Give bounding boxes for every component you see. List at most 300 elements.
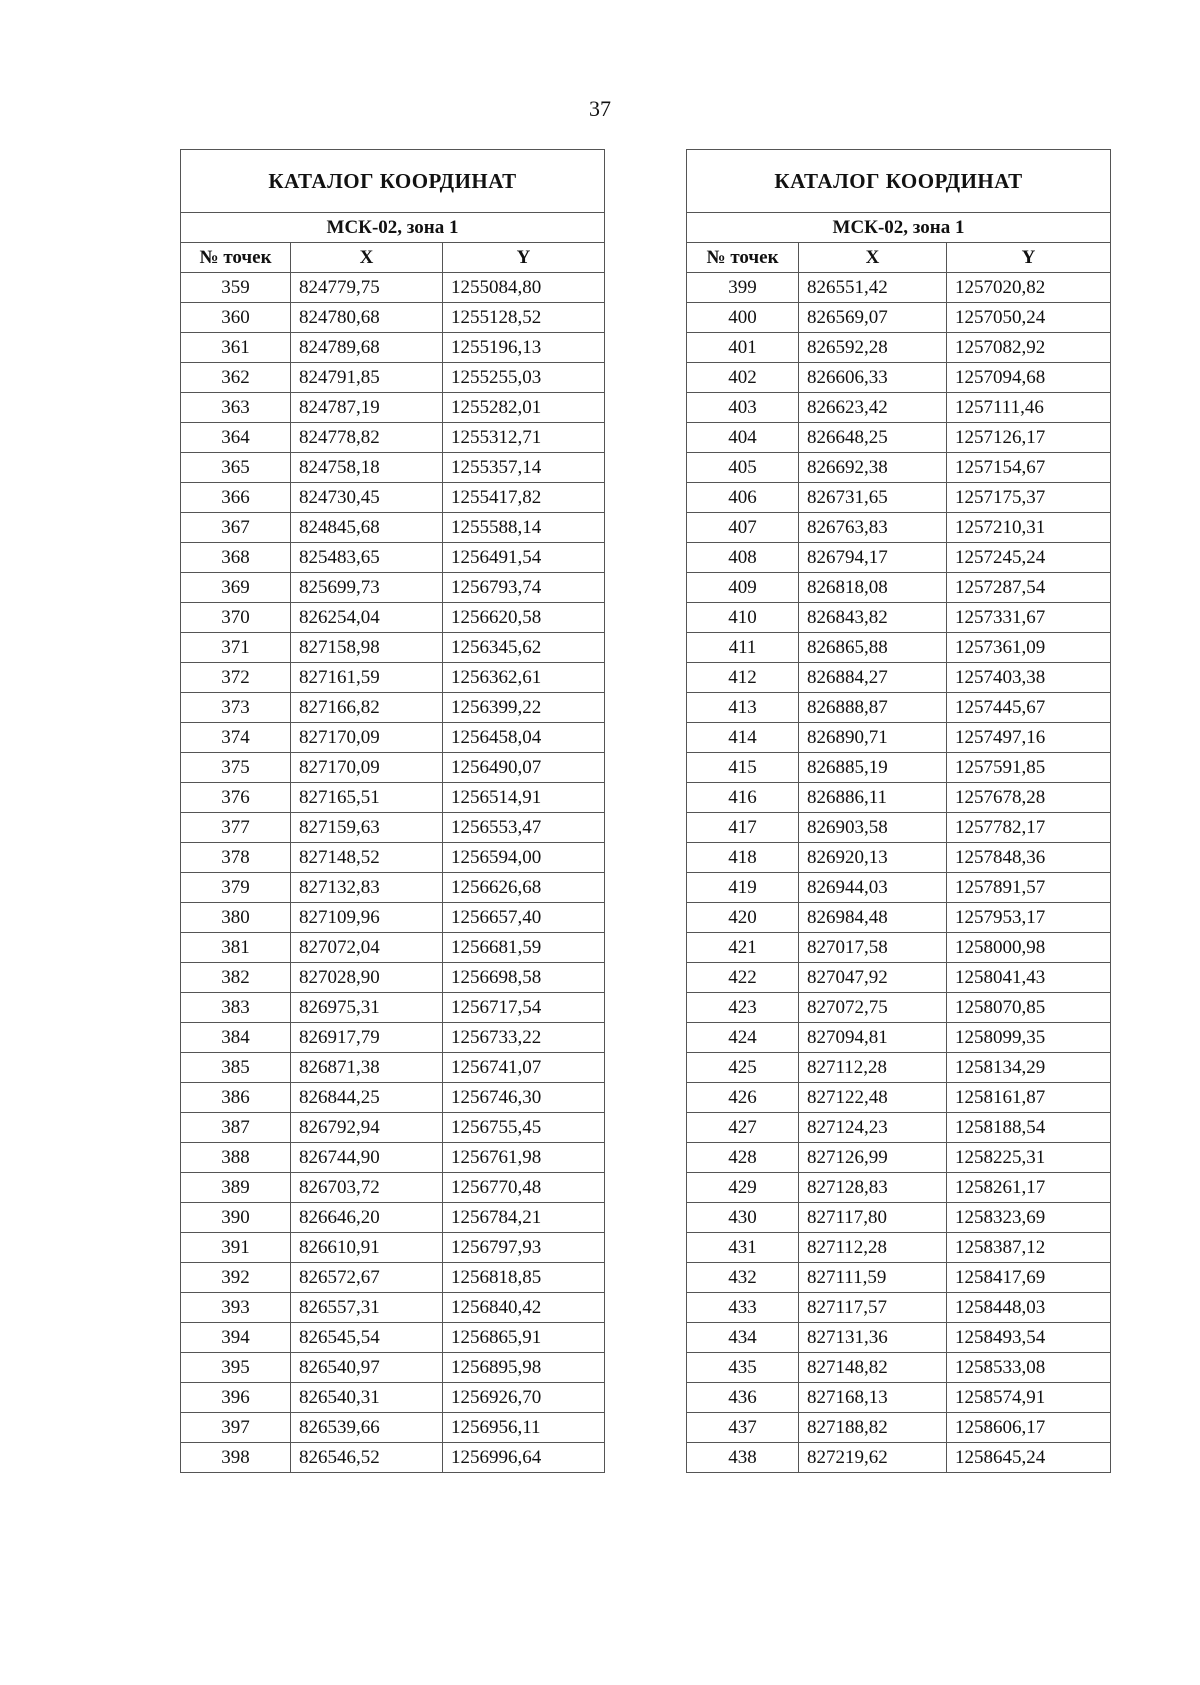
point-number-cell: 394	[181, 1323, 291, 1353]
x-coordinate-cell: 826886,11	[799, 783, 947, 813]
x-coordinate-cell: 827124,23	[799, 1113, 947, 1143]
y-coordinate-cell: 1255357,14	[443, 453, 605, 483]
table-row	[181, 843, 605, 873]
x-coordinate-cell: 826984,48	[799, 903, 947, 933]
point-number-cell: 407	[687, 513, 799, 543]
y-coordinate-cell: 1257331,67	[947, 603, 1111, 633]
table-row	[181, 273, 605, 303]
y-coordinate-cell: 1257082,92	[947, 333, 1111, 363]
point-number-cell: 370	[181, 603, 291, 633]
table-row	[687, 513, 1111, 543]
x-coordinate-cell: 826545,54	[291, 1323, 443, 1353]
table-row	[181, 333, 605, 363]
y-coordinate-cell: 1256698,58	[443, 963, 605, 993]
point-number-cell: 426	[687, 1083, 799, 1113]
x-coordinate-cell: 826572,67	[291, 1263, 443, 1293]
table-row	[181, 1413, 605, 1443]
table-row	[687, 1443, 1111, 1473]
x-coordinate-cell: 827126,99	[799, 1143, 947, 1173]
point-number-cell: 362	[181, 363, 291, 393]
point-number-cell: 397	[181, 1413, 291, 1443]
y-coordinate-cell: 1258417,69	[947, 1263, 1111, 1293]
y-coordinate-cell: 1255282,01	[443, 393, 605, 423]
x-coordinate-cell: 824778,82	[291, 423, 443, 453]
point-number-cell: 421	[687, 933, 799, 963]
y-coordinate-cell: 1257403,38	[947, 663, 1111, 693]
table-row	[687, 633, 1111, 663]
x-coordinate-cell: 827117,57	[799, 1293, 947, 1323]
y-coordinate-cell: 1256770,48	[443, 1173, 605, 1203]
point-number-cell: 408	[687, 543, 799, 573]
table-row	[181, 1293, 605, 1323]
table-row	[687, 663, 1111, 693]
y-coordinate-cell: 1257094,68	[947, 363, 1111, 393]
x-coordinate-cell: 826540,97	[291, 1353, 443, 1383]
y-coordinate-cell: 1255588,14	[443, 513, 605, 543]
x-coordinate-cell: 826844,25	[291, 1083, 443, 1113]
y-coordinate-cell: 1257287,54	[947, 573, 1111, 603]
point-number-cell: 402	[687, 363, 799, 393]
table-row	[687, 1173, 1111, 1203]
x-coordinate-cell: 826763,83	[799, 513, 947, 543]
y-coordinate-cell: 1258323,69	[947, 1203, 1111, 1233]
x-coordinate-cell: 826703,72	[291, 1173, 443, 1203]
x-coordinate-cell: 826551,42	[799, 273, 947, 303]
table-row	[181, 1083, 605, 1113]
table-row	[687, 783, 1111, 813]
x-coordinate-cell: 827047,92	[799, 963, 947, 993]
point-number-cell: 406	[687, 483, 799, 513]
x-coordinate-cell: 826648,25	[799, 423, 947, 453]
x-coordinate-cell: 827158,98	[291, 633, 443, 663]
x-coordinate-cell: 826692,38	[799, 453, 947, 483]
x-coordinate-cell: 826546,52	[291, 1443, 443, 1473]
point-number-cell: 416	[687, 783, 799, 813]
table-row	[687, 363, 1111, 393]
table-row	[687, 1413, 1111, 1443]
table-row	[181, 1353, 605, 1383]
point-number-cell: 404	[687, 423, 799, 453]
y-coordinate-cell: 1256491,54	[443, 543, 605, 573]
table-row	[181, 1323, 605, 1353]
point-number-cell: 398	[181, 1443, 291, 1473]
coordinate-catalog-table	[686, 149, 1111, 1473]
y-coordinate-cell: 1258493,54	[947, 1323, 1111, 1353]
point-number-cell: 373	[181, 693, 291, 723]
y-coordinate-cell: 1256733,22	[443, 1023, 605, 1053]
x-coordinate-cell: 827161,59	[291, 663, 443, 693]
point-number-cell: 392	[181, 1263, 291, 1293]
table-row	[181, 1023, 605, 1053]
point-number-cell: 427	[687, 1113, 799, 1143]
point-number-cell: 403	[687, 393, 799, 423]
x-coordinate-cell: 827112,28	[799, 1053, 947, 1083]
x-coordinate-cell: 826610,91	[291, 1233, 443, 1263]
table-row	[181, 1143, 605, 1173]
point-number-cell: 388	[181, 1143, 291, 1173]
column-header-x: X	[291, 243, 443, 273]
table-row	[687, 843, 1111, 873]
point-number-cell: 367	[181, 513, 291, 543]
point-number-cell: 377	[181, 813, 291, 843]
table-row	[687, 963, 1111, 993]
catalog-zone: МСК-02, зона 1	[181, 213, 605, 243]
table-row	[687, 333, 1111, 363]
point-number-cell: 437	[687, 1413, 799, 1443]
x-coordinate-cell: 827072,75	[799, 993, 947, 1023]
y-coordinate-cell: 1256926,70	[443, 1383, 605, 1413]
point-number-cell: 429	[687, 1173, 799, 1203]
table-row	[687, 1353, 1111, 1383]
table-row	[181, 1263, 605, 1293]
x-coordinate-cell: 827188,82	[799, 1413, 947, 1443]
x-coordinate-cell: 826592,28	[799, 333, 947, 363]
table-row	[181, 783, 605, 813]
y-coordinate-cell: 1257175,37	[947, 483, 1111, 513]
point-number-cell: 423	[687, 993, 799, 1023]
coordinate-catalog-table	[180, 149, 605, 1473]
point-number-cell: 390	[181, 1203, 291, 1233]
x-coordinate-cell: 827094,81	[799, 1023, 947, 1053]
table-row	[687, 423, 1111, 453]
point-number-cell: 412	[687, 663, 799, 693]
table-row	[181, 1173, 605, 1203]
page-number: 37	[589, 96, 611, 121]
x-coordinate-cell: 826540,31	[291, 1383, 443, 1413]
table-row	[687, 1293, 1111, 1323]
point-number-cell: 382	[181, 963, 291, 993]
point-number-cell: 438	[687, 1443, 799, 1473]
point-number-cell: 386	[181, 1083, 291, 1113]
y-coordinate-cell: 1256514,91	[443, 783, 605, 813]
y-coordinate-cell: 1256594,00	[443, 843, 605, 873]
y-coordinate-cell: 1258574,91	[947, 1383, 1111, 1413]
x-coordinate-cell: 826903,58	[799, 813, 947, 843]
x-coordinate-cell: 826871,38	[291, 1053, 443, 1083]
point-number-cell: 422	[687, 963, 799, 993]
x-coordinate-cell: 826623,42	[799, 393, 947, 423]
y-coordinate-cell: 1255128,52	[443, 303, 605, 333]
table-row	[181, 1053, 605, 1083]
y-coordinate-cell: 1258070,85	[947, 993, 1111, 1023]
table-row	[181, 1443, 605, 1473]
table-row	[181, 513, 605, 543]
x-coordinate-cell: 826569,07	[799, 303, 947, 333]
y-coordinate-cell: 1258000,98	[947, 933, 1111, 963]
x-coordinate-cell: 827148,82	[799, 1353, 947, 1383]
y-coordinate-cell: 1258387,12	[947, 1233, 1111, 1263]
y-coordinate-cell: 1257782,17	[947, 813, 1111, 843]
point-number-cell: 389	[181, 1173, 291, 1203]
table-row	[181, 903, 605, 933]
table-row	[181, 933, 605, 963]
y-coordinate-cell: 1255417,82	[443, 483, 605, 513]
y-coordinate-cell: 1257020,82	[947, 273, 1111, 303]
table-row	[687, 693, 1111, 723]
column-header-x: X	[799, 243, 947, 273]
point-number-cell: 393	[181, 1293, 291, 1323]
point-number-cell: 374	[181, 723, 291, 753]
x-coordinate-cell: 826818,08	[799, 573, 947, 603]
y-coordinate-cell: 1257891,57	[947, 873, 1111, 903]
point-number-cell: 436	[687, 1383, 799, 1413]
table-row	[687, 993, 1111, 1023]
point-number-cell: 413	[687, 693, 799, 723]
x-coordinate-cell: 826646,20	[291, 1203, 443, 1233]
y-coordinate-cell: 1258041,43	[947, 963, 1111, 993]
point-number-cell: 379	[181, 873, 291, 903]
table-row	[181, 633, 605, 663]
point-number-cell: 424	[687, 1023, 799, 1053]
y-coordinate-cell: 1258448,03	[947, 1293, 1111, 1323]
y-coordinate-cell: 1256746,30	[443, 1083, 605, 1113]
y-coordinate-cell: 1257445,67	[947, 693, 1111, 723]
table-row	[181, 693, 605, 723]
y-coordinate-cell: 1256458,04	[443, 723, 605, 753]
x-coordinate-cell: 826888,87	[799, 693, 947, 723]
y-coordinate-cell: 1255312,71	[443, 423, 605, 453]
y-coordinate-cell: 1255196,13	[443, 333, 605, 363]
y-coordinate-cell: 1258606,17	[947, 1413, 1111, 1443]
point-number-cell: 411	[687, 633, 799, 663]
x-coordinate-cell: 825699,73	[291, 573, 443, 603]
point-number-cell: 435	[687, 1353, 799, 1383]
x-coordinate-cell: 826539,66	[291, 1413, 443, 1443]
x-coordinate-cell: 827148,52	[291, 843, 443, 873]
x-coordinate-cell: 827128,83	[799, 1173, 947, 1203]
table-row	[181, 993, 605, 1023]
point-number-cell: 430	[687, 1203, 799, 1233]
y-coordinate-cell: 1257678,28	[947, 783, 1111, 813]
table-row	[687, 1383, 1111, 1413]
y-coordinate-cell: 1256784,21	[443, 1203, 605, 1233]
point-number-cell: 380	[181, 903, 291, 933]
table-row	[181, 1203, 605, 1233]
x-coordinate-cell: 826744,90	[291, 1143, 443, 1173]
catalog-body	[687, 273, 1111, 1473]
x-coordinate-cell: 826885,19	[799, 753, 947, 783]
point-number-cell: 366	[181, 483, 291, 513]
y-coordinate-cell: 1257361,09	[947, 633, 1111, 663]
y-coordinate-cell: 1257591,85	[947, 753, 1111, 783]
y-coordinate-cell: 1256717,54	[443, 993, 605, 1023]
point-number-cell: 365	[181, 453, 291, 483]
table-row	[181, 753, 605, 783]
x-coordinate-cell: 827219,62	[799, 1443, 947, 1473]
x-coordinate-cell: 826792,94	[291, 1113, 443, 1143]
point-number-cell: 371	[181, 633, 291, 663]
table-row	[687, 873, 1111, 903]
y-coordinate-cell: 1256399,22	[443, 693, 605, 723]
table-row	[181, 873, 605, 903]
y-coordinate-cell: 1258134,29	[947, 1053, 1111, 1083]
point-number-cell: 376	[181, 783, 291, 813]
point-number-cell: 368	[181, 543, 291, 573]
table-row	[687, 303, 1111, 333]
point-number-cell: 364	[181, 423, 291, 453]
x-coordinate-cell: 827132,83	[291, 873, 443, 903]
table-row	[181, 1233, 605, 1263]
table-row	[181, 303, 605, 333]
point-number-cell: 428	[687, 1143, 799, 1173]
point-number-cell: 419	[687, 873, 799, 903]
point-number-cell: 385	[181, 1053, 291, 1083]
point-number-cell: 418	[687, 843, 799, 873]
column-header-y: Y	[947, 243, 1111, 273]
point-number-cell: 425	[687, 1053, 799, 1083]
x-coordinate-cell: 827170,09	[291, 753, 443, 783]
point-number-cell: 361	[181, 333, 291, 363]
point-number-cell: 384	[181, 1023, 291, 1053]
x-coordinate-cell: 827112,28	[799, 1233, 947, 1263]
y-coordinate-cell: 1257848,36	[947, 843, 1111, 873]
y-coordinate-cell: 1256956,11	[443, 1413, 605, 1443]
point-number-cell: 399	[687, 273, 799, 303]
table-row	[181, 393, 605, 423]
point-number-cell: 409	[687, 573, 799, 603]
y-coordinate-cell: 1258161,87	[947, 1083, 1111, 1113]
y-coordinate-cell: 1256626,68	[443, 873, 605, 903]
y-coordinate-cell: 1256362,61	[443, 663, 605, 693]
catalog-title: КАТАЛОГ КООРДИНАТ	[687, 150, 1111, 213]
x-coordinate-cell: 826917,79	[291, 1023, 443, 1053]
x-coordinate-cell: 826890,71	[799, 723, 947, 753]
x-coordinate-cell: 827122,48	[799, 1083, 947, 1113]
point-number-cell: 410	[687, 603, 799, 633]
y-coordinate-cell: 1257111,46	[947, 393, 1111, 423]
table-row	[181, 723, 605, 753]
table-row	[687, 813, 1111, 843]
table-row	[687, 603, 1111, 633]
point-number-cell: 378	[181, 843, 291, 873]
x-coordinate-cell: 824789,68	[291, 333, 443, 363]
x-coordinate-cell: 827131,36	[799, 1323, 947, 1353]
y-coordinate-cell: 1258225,31	[947, 1143, 1111, 1173]
point-number-cell: 400	[687, 303, 799, 333]
point-number-cell: 432	[687, 1263, 799, 1293]
y-coordinate-cell: 1257497,16	[947, 723, 1111, 753]
x-coordinate-cell: 827159,63	[291, 813, 443, 843]
column-header-y: Y	[443, 243, 605, 273]
point-number-cell: 375	[181, 753, 291, 783]
y-coordinate-cell: 1256996,64	[443, 1443, 605, 1473]
y-coordinate-cell: 1256793,74	[443, 573, 605, 603]
x-coordinate-cell: 827170,09	[291, 723, 443, 753]
point-number-cell: 433	[687, 1293, 799, 1323]
point-number-cell: 369	[181, 573, 291, 603]
x-coordinate-cell: 824845,68	[291, 513, 443, 543]
point-number-cell: 363	[181, 393, 291, 423]
point-number-cell: 414	[687, 723, 799, 753]
table-row	[687, 1083, 1111, 1113]
x-coordinate-cell: 827109,96	[291, 903, 443, 933]
x-coordinate-cell: 827111,59	[799, 1263, 947, 1293]
x-coordinate-cell: 826843,82	[799, 603, 947, 633]
x-coordinate-cell: 826794,17	[799, 543, 947, 573]
y-coordinate-cell: 1256818,85	[443, 1263, 605, 1293]
point-number-cell: 360	[181, 303, 291, 333]
x-coordinate-cell: 824787,19	[291, 393, 443, 423]
point-number-cell: 381	[181, 933, 291, 963]
y-coordinate-cell: 1255084,80	[443, 273, 605, 303]
table-row	[181, 363, 605, 393]
point-number-cell: 387	[181, 1113, 291, 1143]
y-coordinate-cell: 1257210,31	[947, 513, 1111, 543]
x-coordinate-cell: 826606,33	[799, 363, 947, 393]
table-row	[181, 603, 605, 633]
table-row	[687, 1113, 1111, 1143]
y-coordinate-cell: 1257953,17	[947, 903, 1111, 933]
table-row	[687, 1143, 1111, 1173]
y-coordinate-cell: 1256895,98	[443, 1353, 605, 1383]
x-coordinate-cell: 827028,90	[291, 963, 443, 993]
y-coordinate-cell: 1258645,24	[947, 1443, 1111, 1473]
x-coordinate-cell: 827072,04	[291, 933, 443, 963]
y-coordinate-cell: 1256840,42	[443, 1293, 605, 1323]
table-row	[687, 573, 1111, 603]
table-row	[181, 663, 605, 693]
x-coordinate-cell: 827017,58	[799, 933, 947, 963]
point-number-cell: 405	[687, 453, 799, 483]
table-row	[181, 453, 605, 483]
y-coordinate-cell: 1257050,24	[947, 303, 1111, 333]
x-coordinate-cell: 824791,85	[291, 363, 443, 393]
y-coordinate-cell: 1257126,17	[947, 423, 1111, 453]
point-number-cell: 431	[687, 1233, 799, 1263]
table-row	[687, 1263, 1111, 1293]
table-row	[181, 1113, 605, 1143]
x-coordinate-cell: 826884,27	[799, 663, 947, 693]
catalog-body	[181, 273, 605, 1473]
y-coordinate-cell: 1258533,08	[947, 1353, 1111, 1383]
table-row	[687, 1233, 1111, 1263]
table-row	[687, 273, 1111, 303]
point-number-cell: 383	[181, 993, 291, 1023]
table-row	[687, 903, 1111, 933]
catalog-zone: МСК-02, зона 1	[687, 213, 1111, 243]
y-coordinate-cell: 1258261,17	[947, 1173, 1111, 1203]
table-row	[687, 1053, 1111, 1083]
y-coordinate-cell: 1257154,67	[947, 453, 1111, 483]
table-row	[181, 423, 605, 453]
y-coordinate-cell: 1256345,62	[443, 633, 605, 663]
y-coordinate-cell: 1256755,45	[443, 1113, 605, 1143]
y-coordinate-cell: 1256620,58	[443, 603, 605, 633]
x-coordinate-cell: 827168,13	[799, 1383, 947, 1413]
table-row	[181, 573, 605, 603]
y-coordinate-cell: 1256657,40	[443, 903, 605, 933]
y-coordinate-cell: 1258099,35	[947, 1023, 1111, 1053]
point-number-cell: 372	[181, 663, 291, 693]
table-row	[687, 933, 1111, 963]
x-coordinate-cell: 824780,68	[291, 303, 443, 333]
x-coordinate-cell: 827165,51	[291, 783, 443, 813]
point-number-cell: 415	[687, 753, 799, 783]
table-row	[687, 753, 1111, 783]
point-number-cell: 395	[181, 1353, 291, 1383]
x-coordinate-cell: 826557,31	[291, 1293, 443, 1323]
catalog-title: КАТАЛОГ КООРДИНАТ	[181, 150, 605, 213]
table-row	[687, 483, 1111, 513]
point-number-cell: 359	[181, 273, 291, 303]
y-coordinate-cell: 1257245,24	[947, 543, 1111, 573]
table-row	[181, 1383, 605, 1413]
x-coordinate-cell: 827166,82	[291, 693, 443, 723]
table-row	[181, 483, 605, 513]
y-coordinate-cell: 1256681,59	[443, 933, 605, 963]
table-row	[687, 1323, 1111, 1353]
table-row	[687, 393, 1111, 423]
